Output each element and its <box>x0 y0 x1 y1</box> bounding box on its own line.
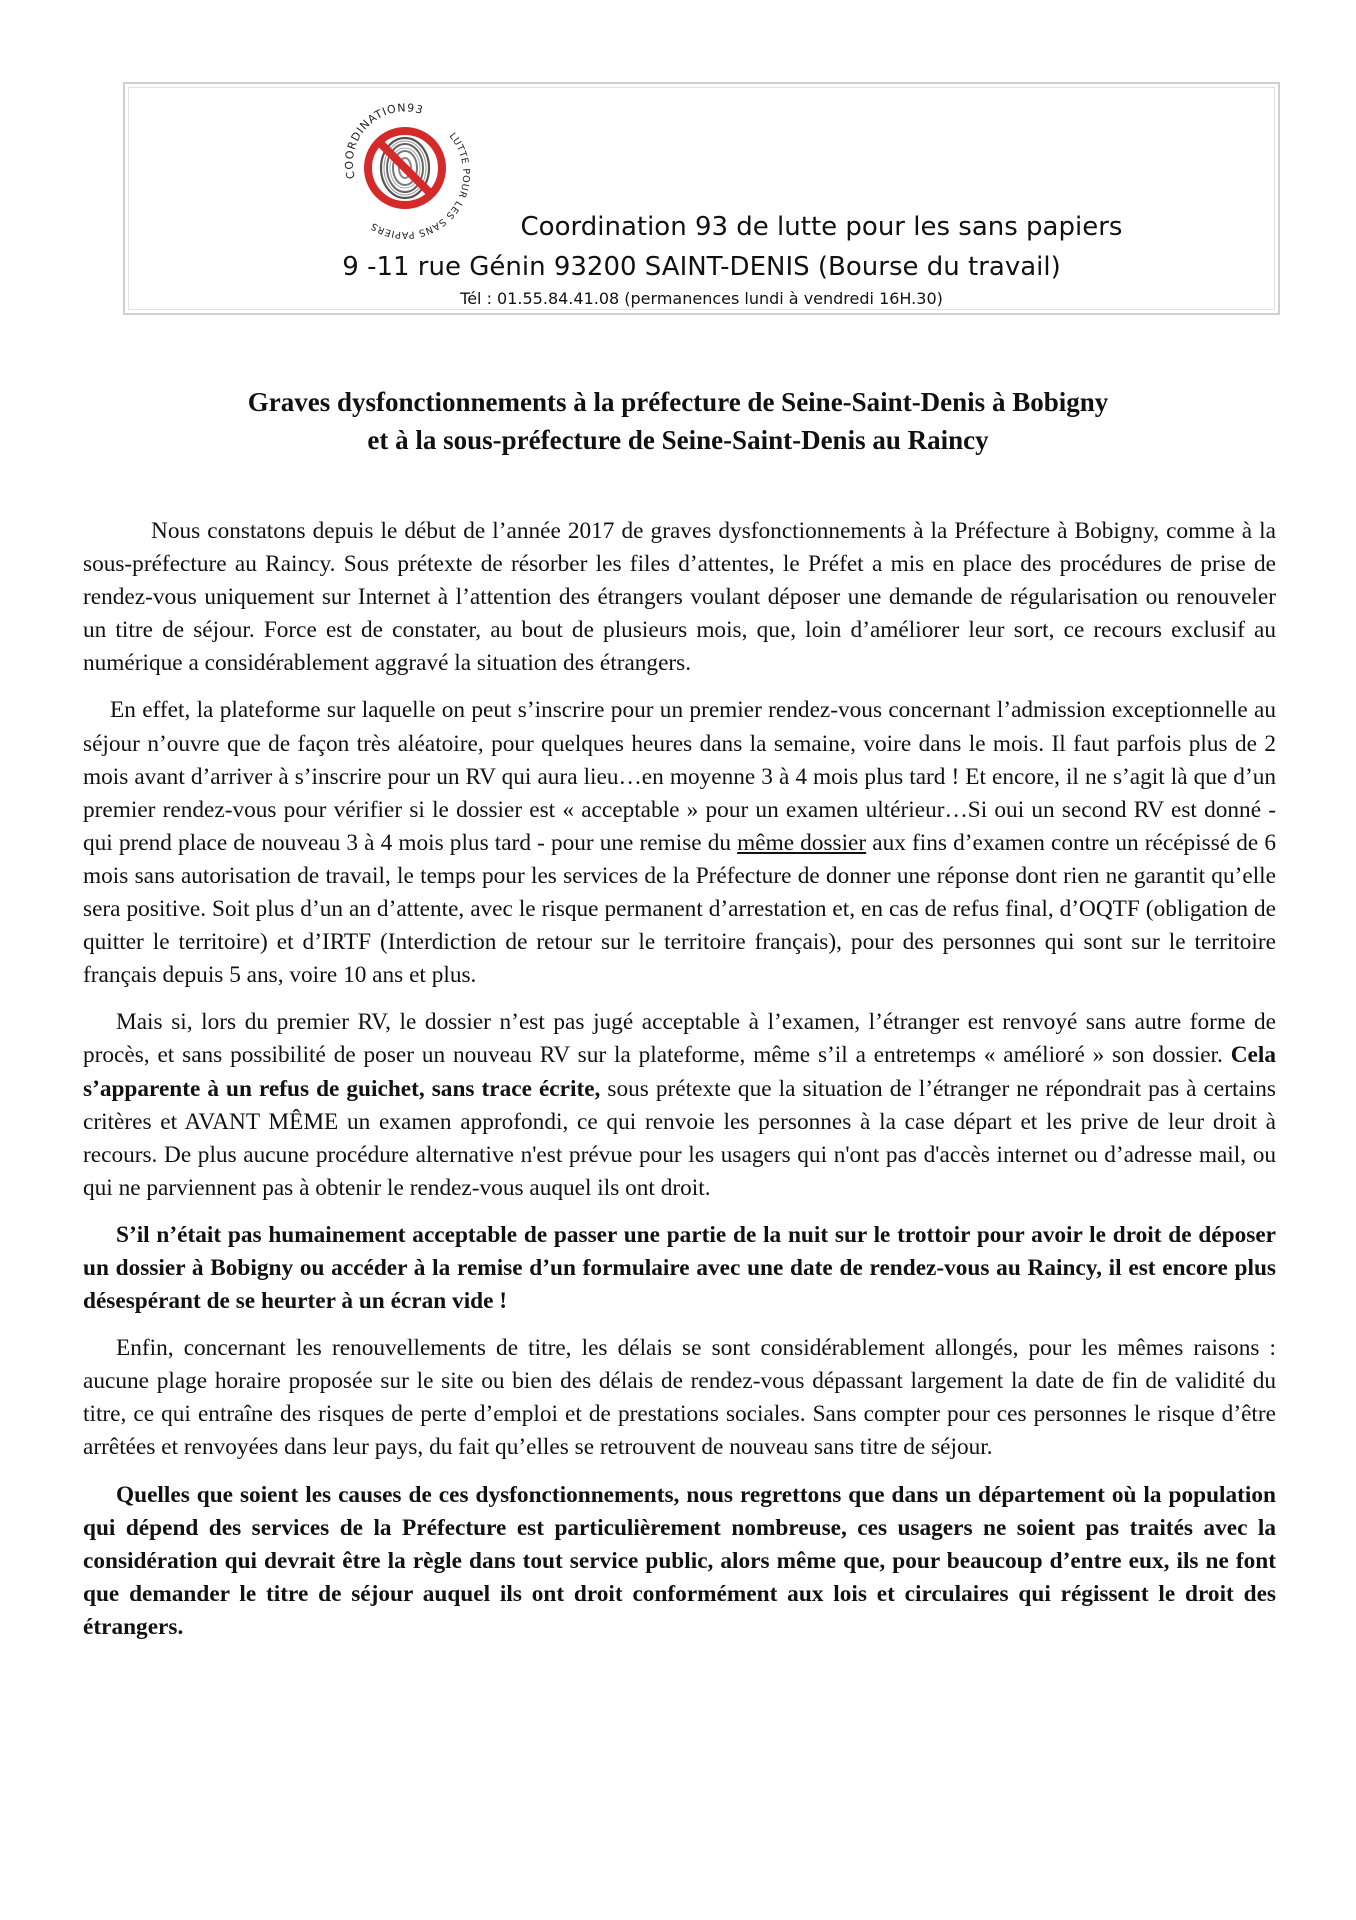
paragraph-4: S’il n’était pas humainement acceptable de passer une partie de la nuit sur le trottoir pour avoir le droit de déposer un dossier à Bobigny ou accéder à la remise d’un formulaire avec une date de rendez-vous au Raincy, il est encore plus désespérant de se heurter à un écran vide ! <box>83 1221 1276 1315</box>
paragraph-3-part-a: Mais si, lors du premier RV, le dossier n’est pas jugé acceptable à l’examen, l’étranger est renvoyé sans autre forme de procès, et sans possibilité de poser un nouveau RV sur la plateforme, même s’il a entretemps « amélioré » son dossier. <box>83 1009 1276 1069</box>
title-line-2: et à la sous-préfecture de Seine-Saint-Denis au Raincy <box>367 425 989 455</box>
paragraph-3-part-b: sous prétexte que la situation de l’étranger ne répondrait pas à certains critères et AVANT MÊME un examen approfondi, ce qui renvoie les personnes à la case départ et les prive de leur droit à recours. De plus aucune procédure alternative n'est prévue pour les usagers qui n'ont pas d'accès internet ou d’adresse mail, ou qui ne parviennent pas à obtenir le rendez-vous auquel ils ont droit. <box>83 1075 1276 1201</box>
organization-phone: Tél : 01.55.84.41.08 (permanences lundi à vendredi 16H.30) <box>460 289 943 308</box>
paragraph-3-bold: Cela s’apparente à un refus de guichet, sans trace écrite, <box>83 1042 1276 1102</box>
paragraph-2-part-a: En effet, la plateforme sur laquelle on peut s’inscrire pour un premier rendez-vous concernant l’admission exceptionnelle au séjour n’ouvre que de façon très aléatoire, pour quelques heures dans la semaine, voire dans le mois. Il faut parfois plus de 2 mois avant d’arriver à s’inscrire pour un RV qui aura lieu…en moyenne 3 à 4 mois plus tard ! Et encore, il ne s’agit là que d’un premier rendez-vous pour vérifier si le dossier est « acceptable » pour un examen ultérieur…Si oui un second RV est donné - qui prend place de nouveau 3 à 4 mois plus tard - pour une remise du <box>83 697 1276 856</box>
paragraph-5: Enfin, concernant les renouvellements de titre, les délais se sont considérablement allongés, pour les mêmes raisons : aucune plage horaire proposée sur le site ou bien des délais de rendez-vous dépassant largement la date de fin de validité du titre, ce qui entraîne des risques de perte d’emploi et de prestations sociales. Sans compter pour ces personnes le risque d’être arrêtées et renvoyées dans leur pays, du fait qu’elles se retrouvent de nouveau sans titre de séjour. <box>83 1335 1276 1461</box>
title-line-1: Graves dysfonctionnements à la préfecture de Seine-Saint-Denis à Bobigny <box>247 387 1109 417</box>
logo-ring-text-top: COORDINATION93 <box>342 101 426 181</box>
logo-ring-text-right: LUTTE POUR LES SANS PAPIERS <box>368 130 472 241</box>
paragraph-2-underlined: même dossier <box>737 829 867 856</box>
document-title <box>140 383 1216 459</box>
paragraph-3 <box>83 1006 1276 1205</box>
paragraph-2 <box>83 694 1276 992</box>
paragraph-6: Quelles que soient les causes de ces dysfonctionnements, nous regrettons que dans un département où la population qui dépend des services de la Préfecture est particulièrement nombreuse, ces usagers ne soient pas traités avec la considération qui devrait être la règle dans tout service public, alors même que, pour beaucoup d’entre eux, ils ne font que demander le titre de séjour auquel ils ont droit conformément aux lois et circulaires qui régissent le droit des étrangers. <box>83 1481 1276 1640</box>
letterhead-box <box>123 82 1280 315</box>
paragraph-1: Nous constatons depuis le début de l’année 2017 de graves dysfonctionnements à la Préfecture à Bobigny, comme à la sous-préfecture au Raincy. Sous prétexte de résorber les files d’attentes, le Préfet a mis en place des procédures de prise de rendez-vous uniquement sur Internet à l’attention des étrangers voulant déposer une demande de régularisation ou renouveler un titre de séjour. Force est de constater, au bout de plusieurs mois, que, loin d’améliorer leur sort, ce recours exclusif au numérique a considérablement aggravé la situation des étrangers. <box>83 518 1276 677</box>
document-body <box>83 515 1276 1644</box>
organization-address: 9 -11 rue Génin 93200 SAINT-DENIS (Bourse du travail) <box>342 252 1061 282</box>
paragraph-2-part-b: aux fins d’examen contre un récépissé de 6 mois sans autorisation de travail, le temps pour les services de la Préfecture de donner une réponse dont rien ne garantit qu’elle sera positive. Soit plus d’un an d’attente, avec le risque permanent d’arrestation et, en cas de refus final, d’OQTF (obligation de quitter le territoire) et d’IRTF (Interdiction de retour sur le territoire français), pour des personnes qui sont sur le territoire français depuis 5 ans, voire 10 ans et plus. <box>83 829 1276 989</box>
organization-name: Coordination 93 de lutte pour les sans papiers <box>520 212 1123 242</box>
